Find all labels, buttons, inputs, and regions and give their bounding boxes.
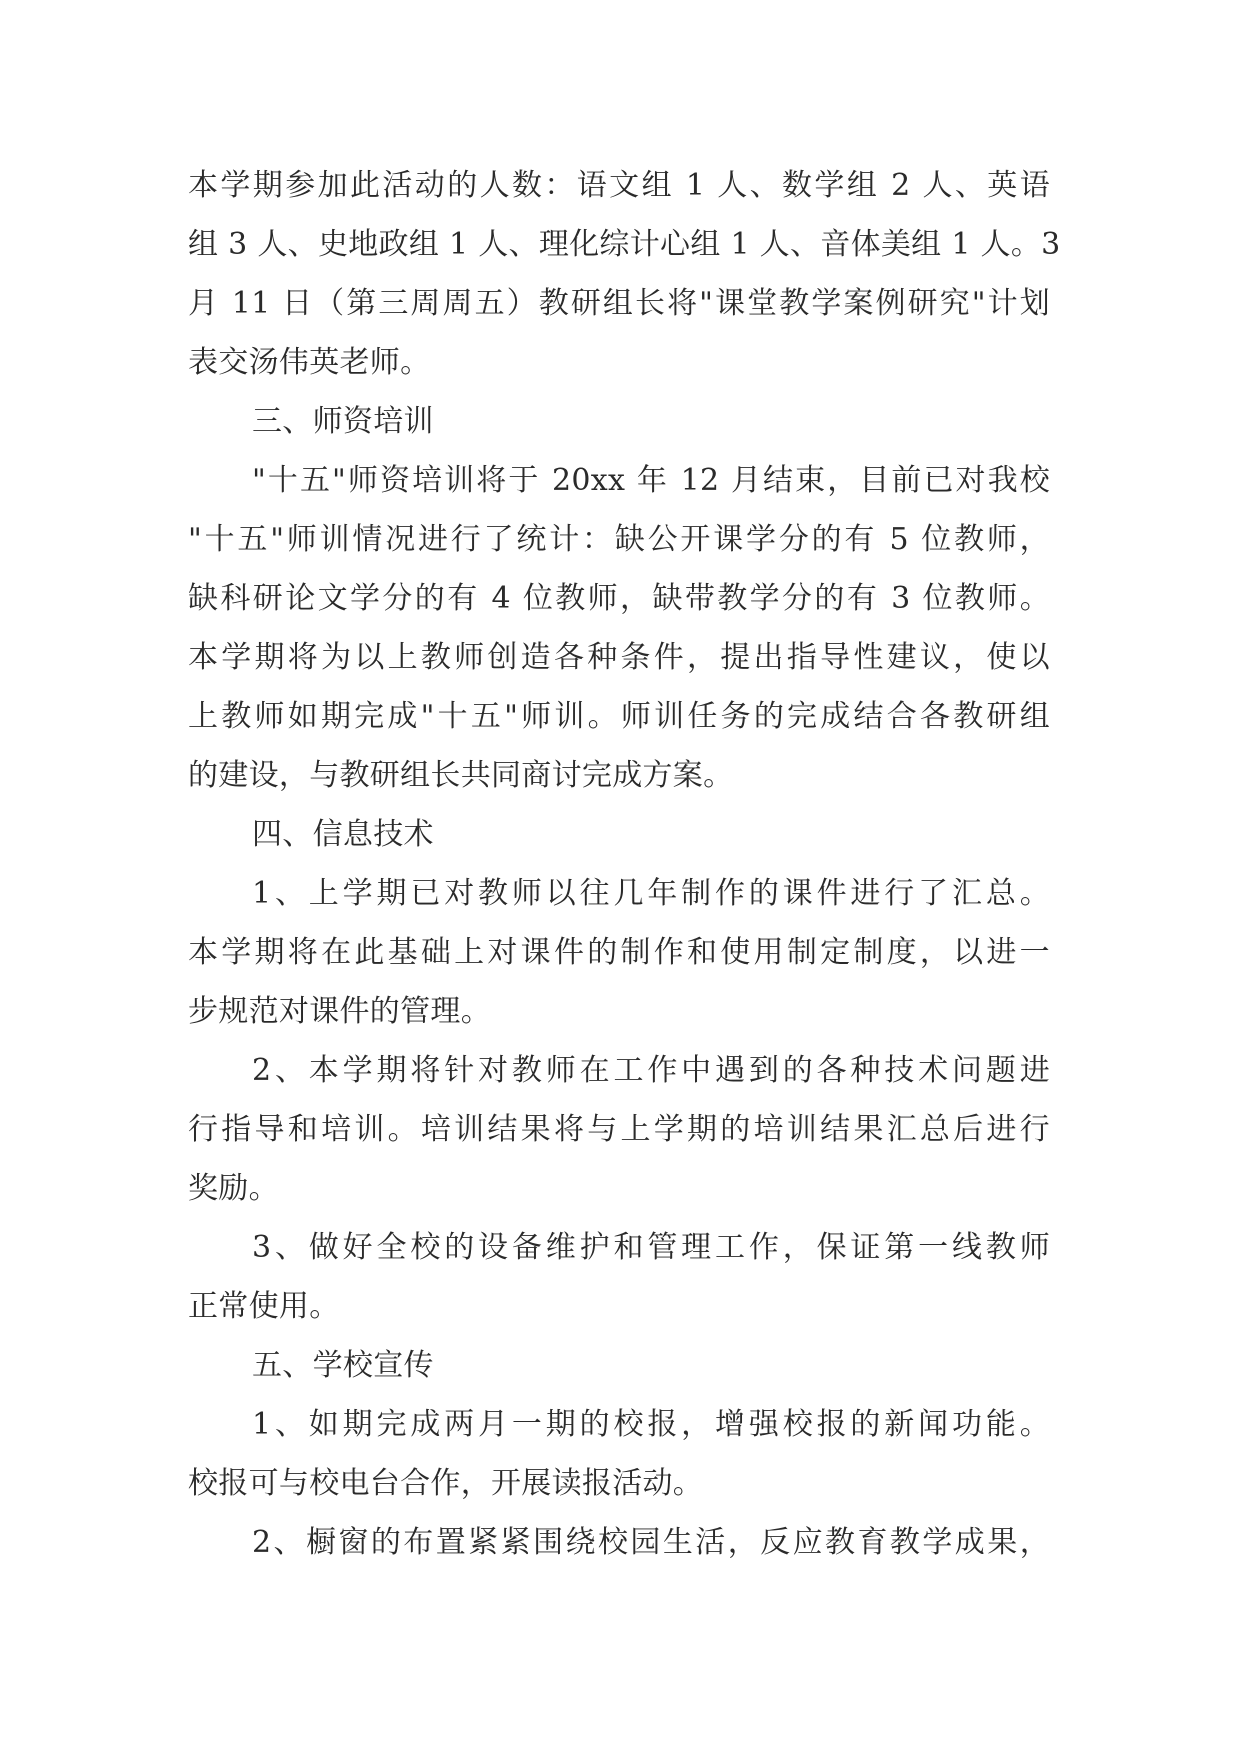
paragraph-line: 2、本学期将针对教师在工作中遇到的各种技术问题进 (252, 1053, 1050, 1088)
paragraph-line: 奖励。 (188, 1171, 279, 1206)
section-heading-school-publicity: 五、学校宣传 (252, 1348, 434, 1383)
section-heading-teacher-training: 三、师资培训 (252, 404, 434, 439)
paragraph-line: 本学期参加此活动的人数：语文组 1 人、数学组 2 人、英语 (188, 168, 1050, 203)
section-heading-information-technology: 四、信息技术 (252, 817, 434, 852)
paragraph-line: 1、上学期已对教师以往几年制作的课件进行了汇总。 (252, 876, 1050, 911)
paragraph-line: 月 11 日（第三周周五）教研组长将"课堂教学案例研究"计划 (188, 286, 1050, 321)
paragraph-line: 组 3 人、史地政组 1 人、理化综计心组 1 人、音体美组 1 人。3 (188, 227, 1061, 262)
paragraph-line: 1、如期完成两月一期的校报，增强校报的新闻功能。 (252, 1407, 1050, 1442)
paragraph-line: 正常使用。 (188, 1289, 340, 1324)
paragraph-line: 的建设，与教研组长共同商讨完成方案。 (188, 758, 734, 793)
paragraph-line: "十五"师训情况进行了统计：缺公开课学分的有 5 位教师， (188, 522, 1050, 557)
paragraph-line: 本学期将为以上教师创造各种条件，提出指导性建议，使以 (188, 640, 1050, 675)
paragraph-line: 行指导和培训。培训结果将与上学期的培训结果汇总后进行 (188, 1112, 1050, 1147)
paragraph-line: "十五"师资培训将于 20xx 年 12 月结束，目前已对我校 (252, 463, 1050, 498)
paragraph-line: 校报可与校电台合作，开展读报活动。 (188, 1466, 704, 1501)
paragraph-line: 表交汤伟英老师。 (188, 345, 431, 380)
paragraph-line: 缺科研论文学分的有 4 位教师，缺带教学分的有 3 位教师。 (188, 581, 1050, 616)
paragraph-line: 2、橱窗的布置紧紧围绕校园生活，反应教育教学成果， (252, 1525, 1050, 1560)
paragraph-line: 上教师如期完成"十五"师训。师训任务的完成结合各教研组 (188, 699, 1050, 734)
document-body (188, 156, 1061, 1572)
paragraph-line: 3、做好全校的设备维护和管理工作，保证第一线教师 (252, 1230, 1050, 1265)
paragraph-line: 步规范对课件的管理。 (188, 994, 491, 1029)
paragraph-line: 本学期将在此基础上对课件的制作和使用制定制度，以进一 (188, 935, 1050, 970)
